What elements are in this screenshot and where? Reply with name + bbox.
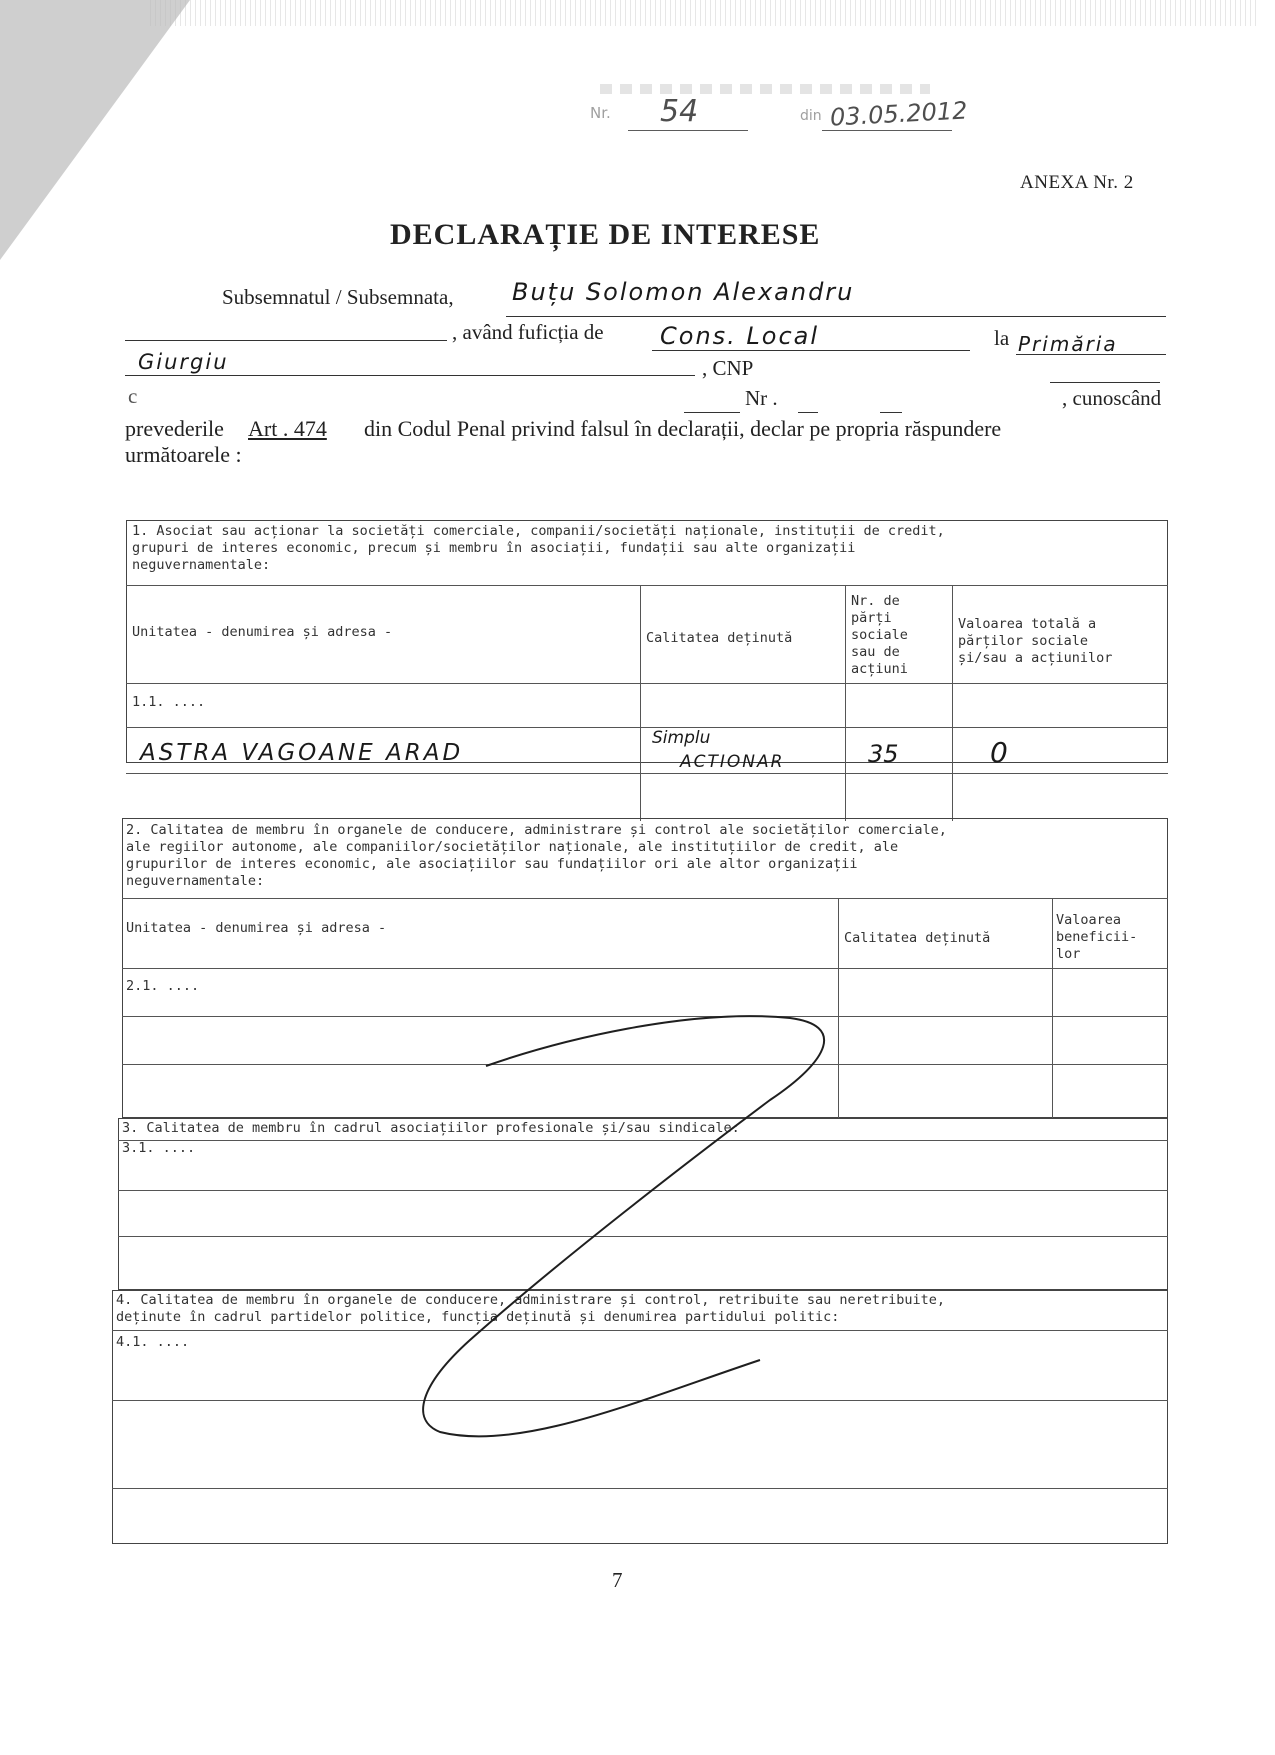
stamp-nr-label: Nr. (590, 104, 611, 122)
s1-col-valoare: Valoarea totală a părților sociale și/sau a acțiunilor (958, 616, 1113, 666)
s1-entry-calitate-1: Simplu (652, 728, 711, 748)
prevederile-label: prevederile (125, 416, 224, 441)
registry-date: 03.05.2012 (829, 96, 969, 132)
section3-heading: 3. Calitatea de membru în cadrul asociațiilor profesionale și/sau sindicale: (122, 1120, 740, 1136)
s1-entry-valoare: 0 (990, 736, 1008, 769)
s1-col-calitate: Calitatea deținută (646, 630, 793, 646)
s1-col-unitate: Unitatea - denumirea și adresa - (132, 624, 393, 640)
registry-number: 54 (660, 94, 699, 129)
s2-row-label: 2.1. .... (126, 978, 200, 994)
stamp-din-label: din (800, 108, 822, 124)
s1-entry-nr: 35 (868, 740, 899, 768)
redacted-mark: c (128, 384, 138, 408)
page-number: 7 (612, 1568, 623, 1592)
s1-entry-calitate-2: ACTIONAR (680, 752, 785, 772)
urmatoarele-label: următoarele : (125, 442, 242, 467)
id-nr-label: Nr . (745, 386, 778, 410)
article-reference: Art . 474 (248, 416, 327, 441)
section1-heading: 1. Asociat sau acționar la societăți comerciale, companii/societăți naționale, instituții de credit, grupuri de interes economic, precum și membru în asociații, fundații sau alte organizații neguvernamentale: (132, 523, 945, 573)
s4-row-label: 4.1. .... (116, 1334, 190, 1350)
la-label: la (994, 326, 1010, 350)
section2-heading: 2. Calitatea de membru în organele de conducere, administrare și control ale societăților comerciale, ale regiilor autonome, ale companiilor/societăților naționale, ale instituțiilor de credit, ale grupurilor de interes economic, ale asociațiilor sau fundațiilor ori ale altor organizații neguvernamentale: (126, 822, 947, 889)
declaration-text: din Codul Penal privind falsul în declarații, declar pe propria răspundere (364, 416, 1002, 441)
annex-label: ANEXA Nr. 2 (1020, 172, 1134, 193)
s1-row-label: 1.1. .... (132, 694, 206, 710)
institution-name: Primăria (1018, 332, 1118, 356)
document-title: DECLARAȚIE DE INTERESE (390, 218, 821, 251)
cunoscand-label: , cunoscând (1062, 386, 1162, 410)
s2-col-unitate: Unitatea - denumirea și adresa - (126, 920, 387, 936)
declarant-function: Cons. Local (660, 322, 820, 350)
institution-city: Giurgiu (138, 350, 229, 374)
declarant-name: Buțu Solomon Alexandru (512, 278, 855, 306)
s3-row-label: 3.1. .... (122, 1140, 196, 1156)
avand-functia-label: , având fuficția de (452, 320, 604, 344)
cnp-label: , CNP (702, 356, 754, 380)
s2-col-valoare: Valoarea beneficii- lor (1056, 912, 1138, 962)
s1-col-nr-parti: Nr. de părți sociale sau de acțiuni (851, 593, 908, 677)
subsemnatul-label: Subsemnatul / Subsemnata, (222, 285, 454, 309)
section4-heading: 4. Calitatea de membru în organele de conducere, administrare și control, retribuite sau neretribuite, deținute în cadrul partidelor politice, funcția deținută și denumirea partidului politic: (116, 1292, 946, 1325)
s2-col-calitate: Calitatea deținută (844, 930, 991, 946)
s1-entry-unitate: ASTRA VAGOANE ARAD (140, 740, 464, 766)
